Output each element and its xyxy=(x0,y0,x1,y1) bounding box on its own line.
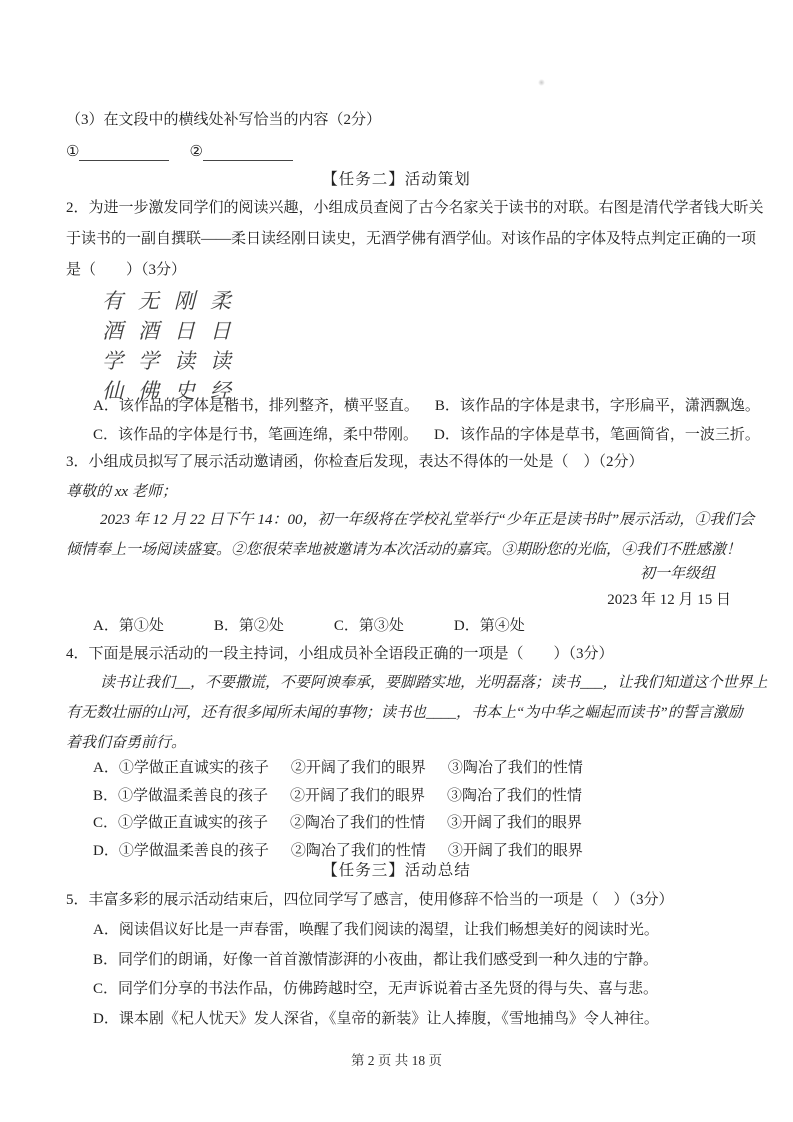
option-segment: ③陶冶了我们的性情 xyxy=(447,760,583,776)
option-segment: ②开阔了我们的眼界 xyxy=(290,787,426,804)
question-2-option-a: A．该作品的字体是楷书，排列整齐，横平竖直。 xyxy=(93,398,419,414)
blank-1-label: ① xyxy=(66,144,80,160)
option-segment: ③开阔了我们的眼界 xyxy=(447,815,583,831)
question-4-passage-line: 读书让我们__，不要撒谎，不要阿谀奉承，要脚踏实地，光明磊落；读书___，让我们知道这个世界上 xyxy=(100,675,768,691)
invitation-body-line: 2023 年 12 月 22 日下午 14：00，初一年级将在学校礼堂举行“少年正是读书时”展示活动，①我们会 xyxy=(100,512,755,528)
question-3-options xyxy=(93,614,525,635)
page-footer: 第 2 页 共 18 页 xyxy=(350,1053,443,1068)
calligraphy-row: 仙佛史经 xyxy=(102,379,246,403)
question-3-option-d: D．第④处 xyxy=(453,618,525,634)
question-2-stem-line: 2．为进一步激发同学们的阅读兴趣，小组成员查阅了古今名家关于读书的对联。右图是清代学者钱大昕关 xyxy=(66,200,764,216)
question-4-passage-line: 着我们奋勇前行。 xyxy=(66,735,187,751)
calligraphy-couplet-image xyxy=(102,286,246,406)
option-segment: ②陶冶了我们的性情 xyxy=(290,842,426,859)
calligraphy-row: 酒酒日日 xyxy=(102,319,246,343)
option-segment: ③陶冶了我们的性情 xyxy=(447,787,583,804)
question-4-passage-line: 有无数壮丽的山河，还有很多闻所未闻的事物；读书也____，书本上“为中华之崛起而读书”的誓言激励 xyxy=(66,705,743,721)
invitation-date: 2023 年 12 月 15 日 xyxy=(607,592,731,608)
question-2-stem-line: 是（ ）（3分） xyxy=(66,262,187,278)
question-3-option-b: B．第②处 xyxy=(213,618,284,634)
question-3-option-a: A．第①处 xyxy=(93,618,164,634)
question-2-options xyxy=(93,392,760,449)
blank-1-writing-line xyxy=(79,145,169,161)
option-segment: B．①学做温柔善良的孩子 xyxy=(93,787,269,804)
question-3-stem: 3．小组成员拟写了展示活动邀请函，你检查后发现，表达不得体的一处是（ ）（2分） xyxy=(66,454,644,470)
blank-2-label: ② xyxy=(189,144,203,160)
option-segment: ③开阔了我们的眼界 xyxy=(447,842,583,859)
section-title-task3: 【任务三】活动总结 xyxy=(322,862,471,879)
question-4-passage xyxy=(66,668,768,758)
question-5-option-d: D．课本剧《杞人忧天》发人深省，《皇帝的新装》让人捧腹，《雪地捕鸟》令人神往。 xyxy=(93,1010,659,1027)
option-segment: ②开阔了我们的眼界 xyxy=(290,760,426,776)
question-4-option-c xyxy=(93,810,583,838)
question-3-option-c: C．第③处 xyxy=(333,618,404,634)
question-1-3-prompt: （3）在文段中的横线处补写恰当的内容（2分） xyxy=(66,112,382,128)
question-2-option-d: D．该作品的字体是草书，笔画简省，一波三折。 xyxy=(434,426,760,443)
question-4-option-a xyxy=(93,755,583,783)
question-4-options xyxy=(93,755,583,865)
question-2-option-b: B．该作品的字体是隶书，字形扁平，潇洒飘逸。 xyxy=(434,398,760,414)
calligraphy-row: 有无刚柔 xyxy=(102,289,246,313)
option-segment: C．①学做正直诚实的孩子 xyxy=(93,815,269,831)
invitation-body-line: 倾情奉上一场阅读盛宴。②您很荣幸地被邀请为本次活动的嘉宾。③期盼您的光临，④我们不胜感激！ xyxy=(66,542,742,558)
question-5-stem: 5．丰富多彩的展示活动结束后，四位同学写了感言，使用修辞不恰当的一项是（ ）（3分） xyxy=(66,892,674,908)
answer-blanks-row xyxy=(66,142,293,161)
invitation-body xyxy=(66,505,754,565)
section-title-task2: 【任务二】活动策划 xyxy=(322,171,471,188)
scan-artifact xyxy=(538,79,545,86)
calligraphy-row: 学学读读 xyxy=(102,349,246,373)
question-5-option-a: A．阅读倡议好比是一声春雷，唤醒了我们阅读的渴望，让我们畅想美好的阅读时光。 xyxy=(93,922,659,938)
question-5-option-c: C．同学们分享的书法作品，仿佛跨越时空，无声诉说着古圣先贤的得与失、喜与悲。 xyxy=(93,981,659,997)
question-2-stem-line: 于读书的一副自撰联——柔日读经刚日读史，无酒学佛有酒学仙。对该作品的字体及特点判定正确的一项 xyxy=(66,231,757,247)
question-4-option-b xyxy=(93,783,583,811)
question-5-options xyxy=(93,916,659,1034)
question-4-stem: 4．下面是展示活动的一段主持词，小组成员补全语段正确的一项是（ ）（3分） xyxy=(66,646,614,662)
question-5-option-b: B．同学们的朗诵，好像一首首激情澎湃的小夜曲，都让我们感受到一种久违的宁静。 xyxy=(93,951,659,968)
option-segment: A．①学做正直诚实的孩子 xyxy=(93,760,269,776)
option-segment: ②陶冶了我们的性情 xyxy=(290,815,426,831)
blank-2-writing-line xyxy=(203,145,293,161)
answer-blank-1 xyxy=(66,142,169,161)
answer-blank-2 xyxy=(189,142,292,161)
invitation-salutation: 尊敬的 xx 老师； xyxy=(66,484,177,500)
option-segment: D．①学做温柔善良的孩子 xyxy=(93,842,269,859)
question-2-stem xyxy=(66,193,764,286)
question-2-option-c: C．该作品的字体是行书，笔画连绵，柔中带刚。 xyxy=(93,426,419,443)
invitation-signature: 初一年级组 xyxy=(639,566,715,582)
